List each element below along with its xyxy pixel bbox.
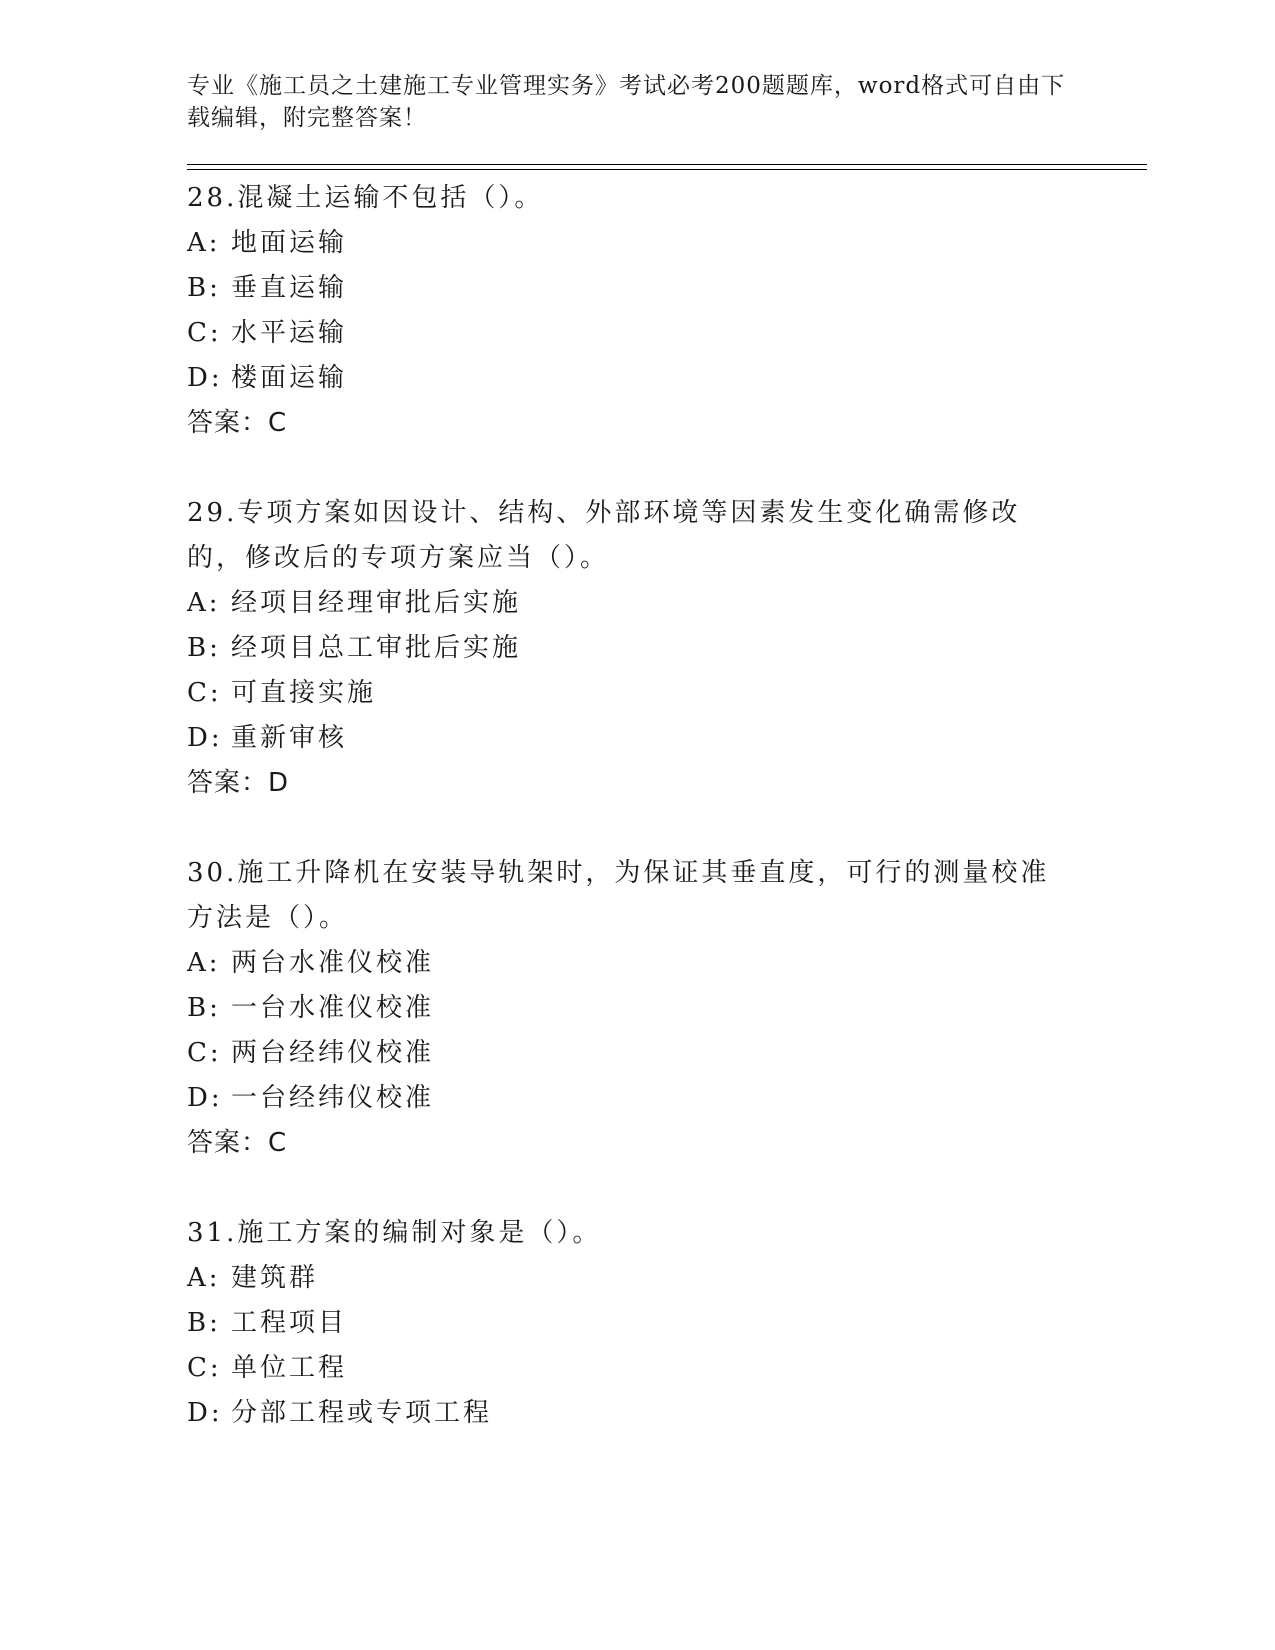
option-text: 一台水准仪校准 [231, 993, 435, 1023]
option-key: D: [187, 363, 223, 393]
option-key: C: [187, 318, 222, 348]
option-a [187, 941, 1147, 986]
option-text: 经项目经理审批后实施 [231, 588, 522, 618]
option-text: 一台经纬仪校准 [231, 1083, 435, 1113]
option-key: D: [187, 723, 223, 753]
option-a [187, 1256, 1147, 1301]
option-text: 分部工程或专项工程 [231, 1398, 493, 1428]
answer-line: 答案：C [187, 1128, 288, 1158]
option-a [187, 221, 1147, 266]
option-d [187, 1076, 1147, 1121]
question-item [187, 491, 1147, 806]
option-key: C: [187, 1353, 222, 1383]
option-text: 单位工程 [231, 1353, 348, 1383]
option-key: C: [187, 678, 222, 708]
option-b [187, 266, 1147, 311]
option-text: 两台水准仪校准 [231, 948, 435, 978]
option-key: D: [187, 1083, 223, 1113]
document-header: 专业《施工员之土建施工专业管理实务》考试必考200题题库，word格式可自由下载编辑，附完整答案！ [187, 73, 1066, 131]
question-stem: 30.施工升降机在安装导轨架时，为保证其垂直度，可行的测量校准方法是（）。 [187, 858, 1050, 933]
option-text: 楼面运输 [231, 363, 348, 393]
document-page [187, 70, 1147, 1481]
option-key: A: [187, 588, 221, 618]
option-key: B: [187, 273, 221, 303]
option-c [187, 1031, 1147, 1076]
option-d [187, 716, 1147, 761]
option-b [187, 986, 1147, 1031]
question-item [187, 1211, 1147, 1436]
question-list [187, 176, 1147, 1436]
question-stem: 29.专项方案如因设计、结构、外部环境等因素发生变化确需修改的，修改后的专项方案应当（）。 [187, 498, 1021, 573]
question-item [187, 851, 1147, 1166]
option-text: 工程项目 [231, 1308, 348, 1338]
option-text: 地面运输 [231, 228, 348, 258]
option-b [187, 626, 1147, 671]
option-key: C: [187, 1038, 222, 1068]
option-c [187, 1346, 1147, 1391]
question-stem: 31.施工方案的编制对象是（）。 [187, 1218, 602, 1248]
option-c [187, 311, 1147, 356]
option-c [187, 671, 1147, 716]
option-key: A: [187, 1263, 221, 1293]
option-text: 重新审核 [231, 723, 348, 753]
option-key: B: [187, 1308, 221, 1338]
option-key: B: [187, 633, 221, 663]
option-key: A: [187, 228, 221, 258]
option-text: 建筑群 [231, 1263, 319, 1293]
option-key: D: [187, 1398, 223, 1428]
option-text: 经项目总工审批后实施 [231, 633, 522, 663]
option-d [187, 356, 1147, 401]
option-text: 可直接实施 [231, 678, 377, 708]
option-text: 垂直运输 [231, 273, 348, 303]
option-d [187, 1391, 1147, 1436]
option-b [187, 1301, 1147, 1346]
option-text: 两台经纬仪校准 [231, 1038, 435, 1068]
option-a [187, 581, 1147, 626]
option-key: A: [187, 948, 221, 978]
question-stem: 28.混凝土运输不包括（）。 [187, 183, 544, 213]
answer-line: 答案：D [187, 768, 290, 798]
answer-line: 答案：C [187, 408, 288, 438]
option-key: B: [187, 993, 221, 1023]
header-divider [187, 164, 1147, 170]
option-text: 水平运输 [231, 318, 348, 348]
question-item [187, 176, 1147, 446]
